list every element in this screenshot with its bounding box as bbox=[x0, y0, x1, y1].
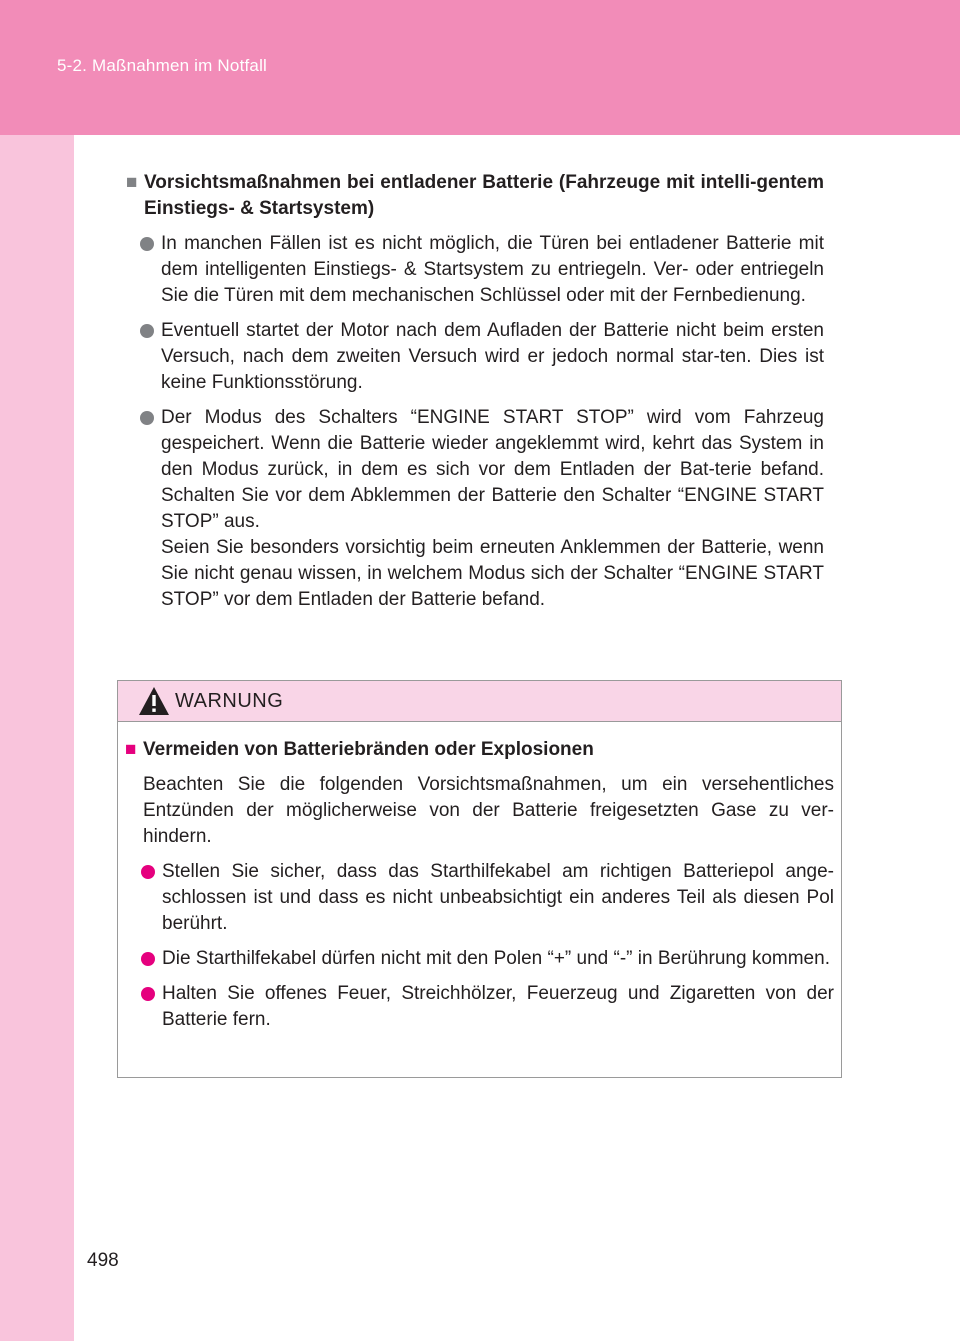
list-item-text: Seien Sie besonders vorsichtig beim erneuten Anklemmen der Batterie, wenn Sie nicht genau wissen, in welchem Modus sich der Schalter “ENGINE START STOP” vor dem Entladen der Batterie befand. bbox=[161, 537, 824, 610]
warning-heading-text: Vermeiden von Batteriebränden oder Explosionen bbox=[143, 739, 594, 760]
list-item-text: Eventuell startet der Motor nach dem Aufladen der Batterie nicht beim ersten Versuch, nach dem zweiten Versuch wird er jedoch normal star-ten. Dies ist keine Funktionsstörung. bbox=[161, 320, 824, 393]
warning-bullet-list bbox=[125, 859, 834, 1033]
warning-intro: Beachten Sie die folgenden Vorsichtsmaßnahmen, um ein versehentliches Entzünden der möglicherweise von der Batterie freigesetzten Gase zu ver-hindern. bbox=[143, 774, 834, 847]
warning-header bbox=[118, 681, 841, 722]
warning-title: WARNUNG bbox=[175, 690, 284, 712]
circle-bullet-icon bbox=[141, 987, 155, 1001]
list-item bbox=[125, 946, 834, 972]
list-item-text: Stellen Sie sicher, dass das Starthilfekabel am richtigen Batteriepol ange-schlossen ist und dass es nicht unbeabsichtigt ein anderes Teil als diesen Pol berührt. bbox=[162, 861, 834, 934]
section-title: 5-2. Maßnahmen im Notfall bbox=[57, 56, 268, 75]
page-number: 498 bbox=[87, 1250, 119, 1271]
section-heading bbox=[126, 170, 824, 222]
list-item bbox=[126, 318, 824, 396]
list-item-text: In manchen Fällen ist es nicht möglich, die Türen bei entladener Batterie mit dem intelligenten Einstiegs- & Startsystem zu entriegeln. Ver- oder entriegeln Sie die Türen mit dem mechanischen Schlüssel oder mit der Fernbedienung. bbox=[161, 233, 824, 306]
section-heading-text: Vorsichtsmaßnahmen bei entladener Batterie (Fahrzeuge mit intelli-gentem Einstiegs- & Startsystem) bbox=[144, 172, 824, 219]
square-bullet-icon: ■ bbox=[126, 172, 138, 193]
warning-body bbox=[125, 737, 834, 1042]
circle-bullet-icon bbox=[140, 237, 154, 251]
circle-bullet-icon bbox=[141, 865, 155, 879]
bullet-list bbox=[126, 231, 824, 613]
list-item bbox=[126, 231, 824, 309]
warning-box bbox=[117, 680, 842, 1078]
list-item-text: Die Starthilfekabel dürfen nicht mit den Polen “+” und “-” in Berührung kommen. bbox=[162, 948, 830, 969]
warning-heading bbox=[125, 737, 834, 763]
header-bar bbox=[0, 0, 960, 135]
main-content bbox=[126, 170, 824, 622]
list-item bbox=[125, 859, 834, 937]
circle-bullet-icon bbox=[140, 324, 154, 338]
side-margin-strip bbox=[0, 135, 74, 1341]
list-item-text: Der Modus des Schalters “ENGINE START STOP” wird vom Fahrzeug gespeichert. Wenn die Batterie wieder angeklemmt wird, kehrt das System in den Modus zurück, in dem es sich vor dem Entladen der Bat-terie befand. Schalten Sie vor dem Abklemmen der Batterie den Schalter “ENGINE START STOP” aus. bbox=[161, 407, 824, 532]
list-item-text: Halten Sie offenes Feuer, Streichhölzer, Feuerzeug und Zigaretten von der Batterie fern. bbox=[162, 983, 834, 1030]
circle-bullet-icon bbox=[141, 952, 155, 966]
square-bullet-icon: ■ bbox=[125, 739, 137, 760]
warning-triangle-icon bbox=[138, 686, 170, 716]
list-item bbox=[126, 405, 824, 613]
circle-bullet-icon bbox=[140, 411, 154, 425]
list-item bbox=[125, 981, 834, 1033]
